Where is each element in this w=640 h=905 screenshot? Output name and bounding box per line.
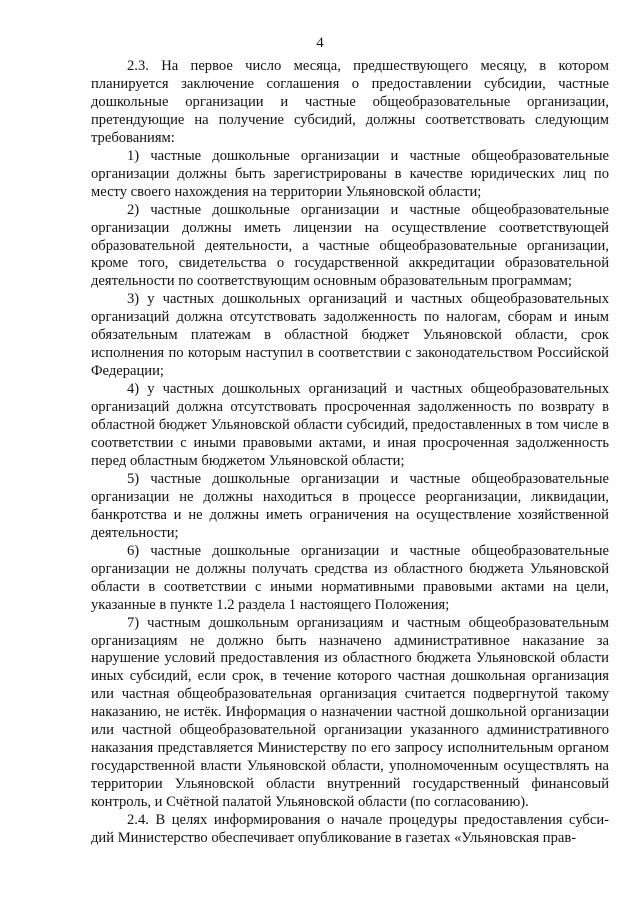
paragraph-item-1: 1) частные дошкольные организации и частные общеобразовательные организации должны быть зарегистрированы в качестве юридических лиц по месту своего нахождения на территории Ульяновской области;	[91, 147, 609, 200]
paragraph-item-5: 5) частные дошкольные организации и частные общеобразовательные организации не должны находиться в процессе реорганизации, ликвидации, банкротства и не должны иметь ограничения на осуществление хозяйственной деятельности;	[91, 470, 609, 541]
paragraph-item-7: 7) частным дошкольным организациям и частным общеобразовательным организациям не должно быть назначено административное наказание за нарушение условий предоставления из областного бюджета Ульяновской области иных субсидий, если срок, в течение которого частная дошкольная организация или частная общеобразовательная организация считается подвергнутой такому наказанию, не истёк. Информация о назначении частной дошкольной организации или частной общеобразовательной организации указанного административного наказания представляется Министерству по его запросу исполнительным органом государственной власти Ульяновской области, уполномоченным осуществлять на территории Ульяновской области внутренний государственный финансовый контроль, и Счётной палатой Ульяновской области (по согласованию).	[91, 614, 609, 811]
paragraph-2-3: 2.3. На первое число месяца, предшествующего месяцу, в котором планируется заключение соглашения о предоставлении субсидии, частные дошкольные организации и частные общеобразовательные организации, претендующие на получение субсидий, должны соответствовать следующим требованиям:	[91, 58, 609, 146]
document-body	[91, 58, 609, 848]
paragraph-item-2: 2) частные дошкольные организации и частные общеобразовательные организации должны иметь лицензии на осуществление соответствующей образовательной деятельности, а частные общеобразовательные организации, кроме того, свидетельства о государственной аккредитации образовательной деятельности по соответствующим основным образовательным программам;	[91, 201, 609, 290]
paragraph-item-3: 3) у частных дошкольных организаций и частных общеобразовательных организаций должна отсутствовать задолженность по налогам, сборам и иным обязательным платежам в областной бюджет Ульяновской области, срок исполнения по которым наступил в соответствии с законодательством Российской Федерации;	[91, 291, 609, 380]
paragraph-item-6: 6) частные дошкольные организации и частные общеобразовательные организации не должны получать средства из областного бюджета Ульяновской области в соответствии с иными нормативными правовыми актами на цели, указанные в пункте 1.2 раздела 1 настоящего Положения;	[91, 542, 609, 613]
paragraph-item-4: 4) у частных дошкольных организаций и частных общеобразовательных организаций должна отсутствовать просроченная задолженность по возврату в областной бюджет Ульяновской области субсидий, предоставленных в том числе в соответствии с иными правовыми актами, и иная просроченная задолженность перед областным бюджетом Ульяновской области;	[91, 381, 609, 469]
page-number: 4	[316, 35, 324, 51]
paragraph-2-4: 2.4. В целях информирования о начале процедуры предоставления субси- дий Министерство обеспечивает опубликование в газетах «Ульяновская прав-	[91, 812, 609, 846]
